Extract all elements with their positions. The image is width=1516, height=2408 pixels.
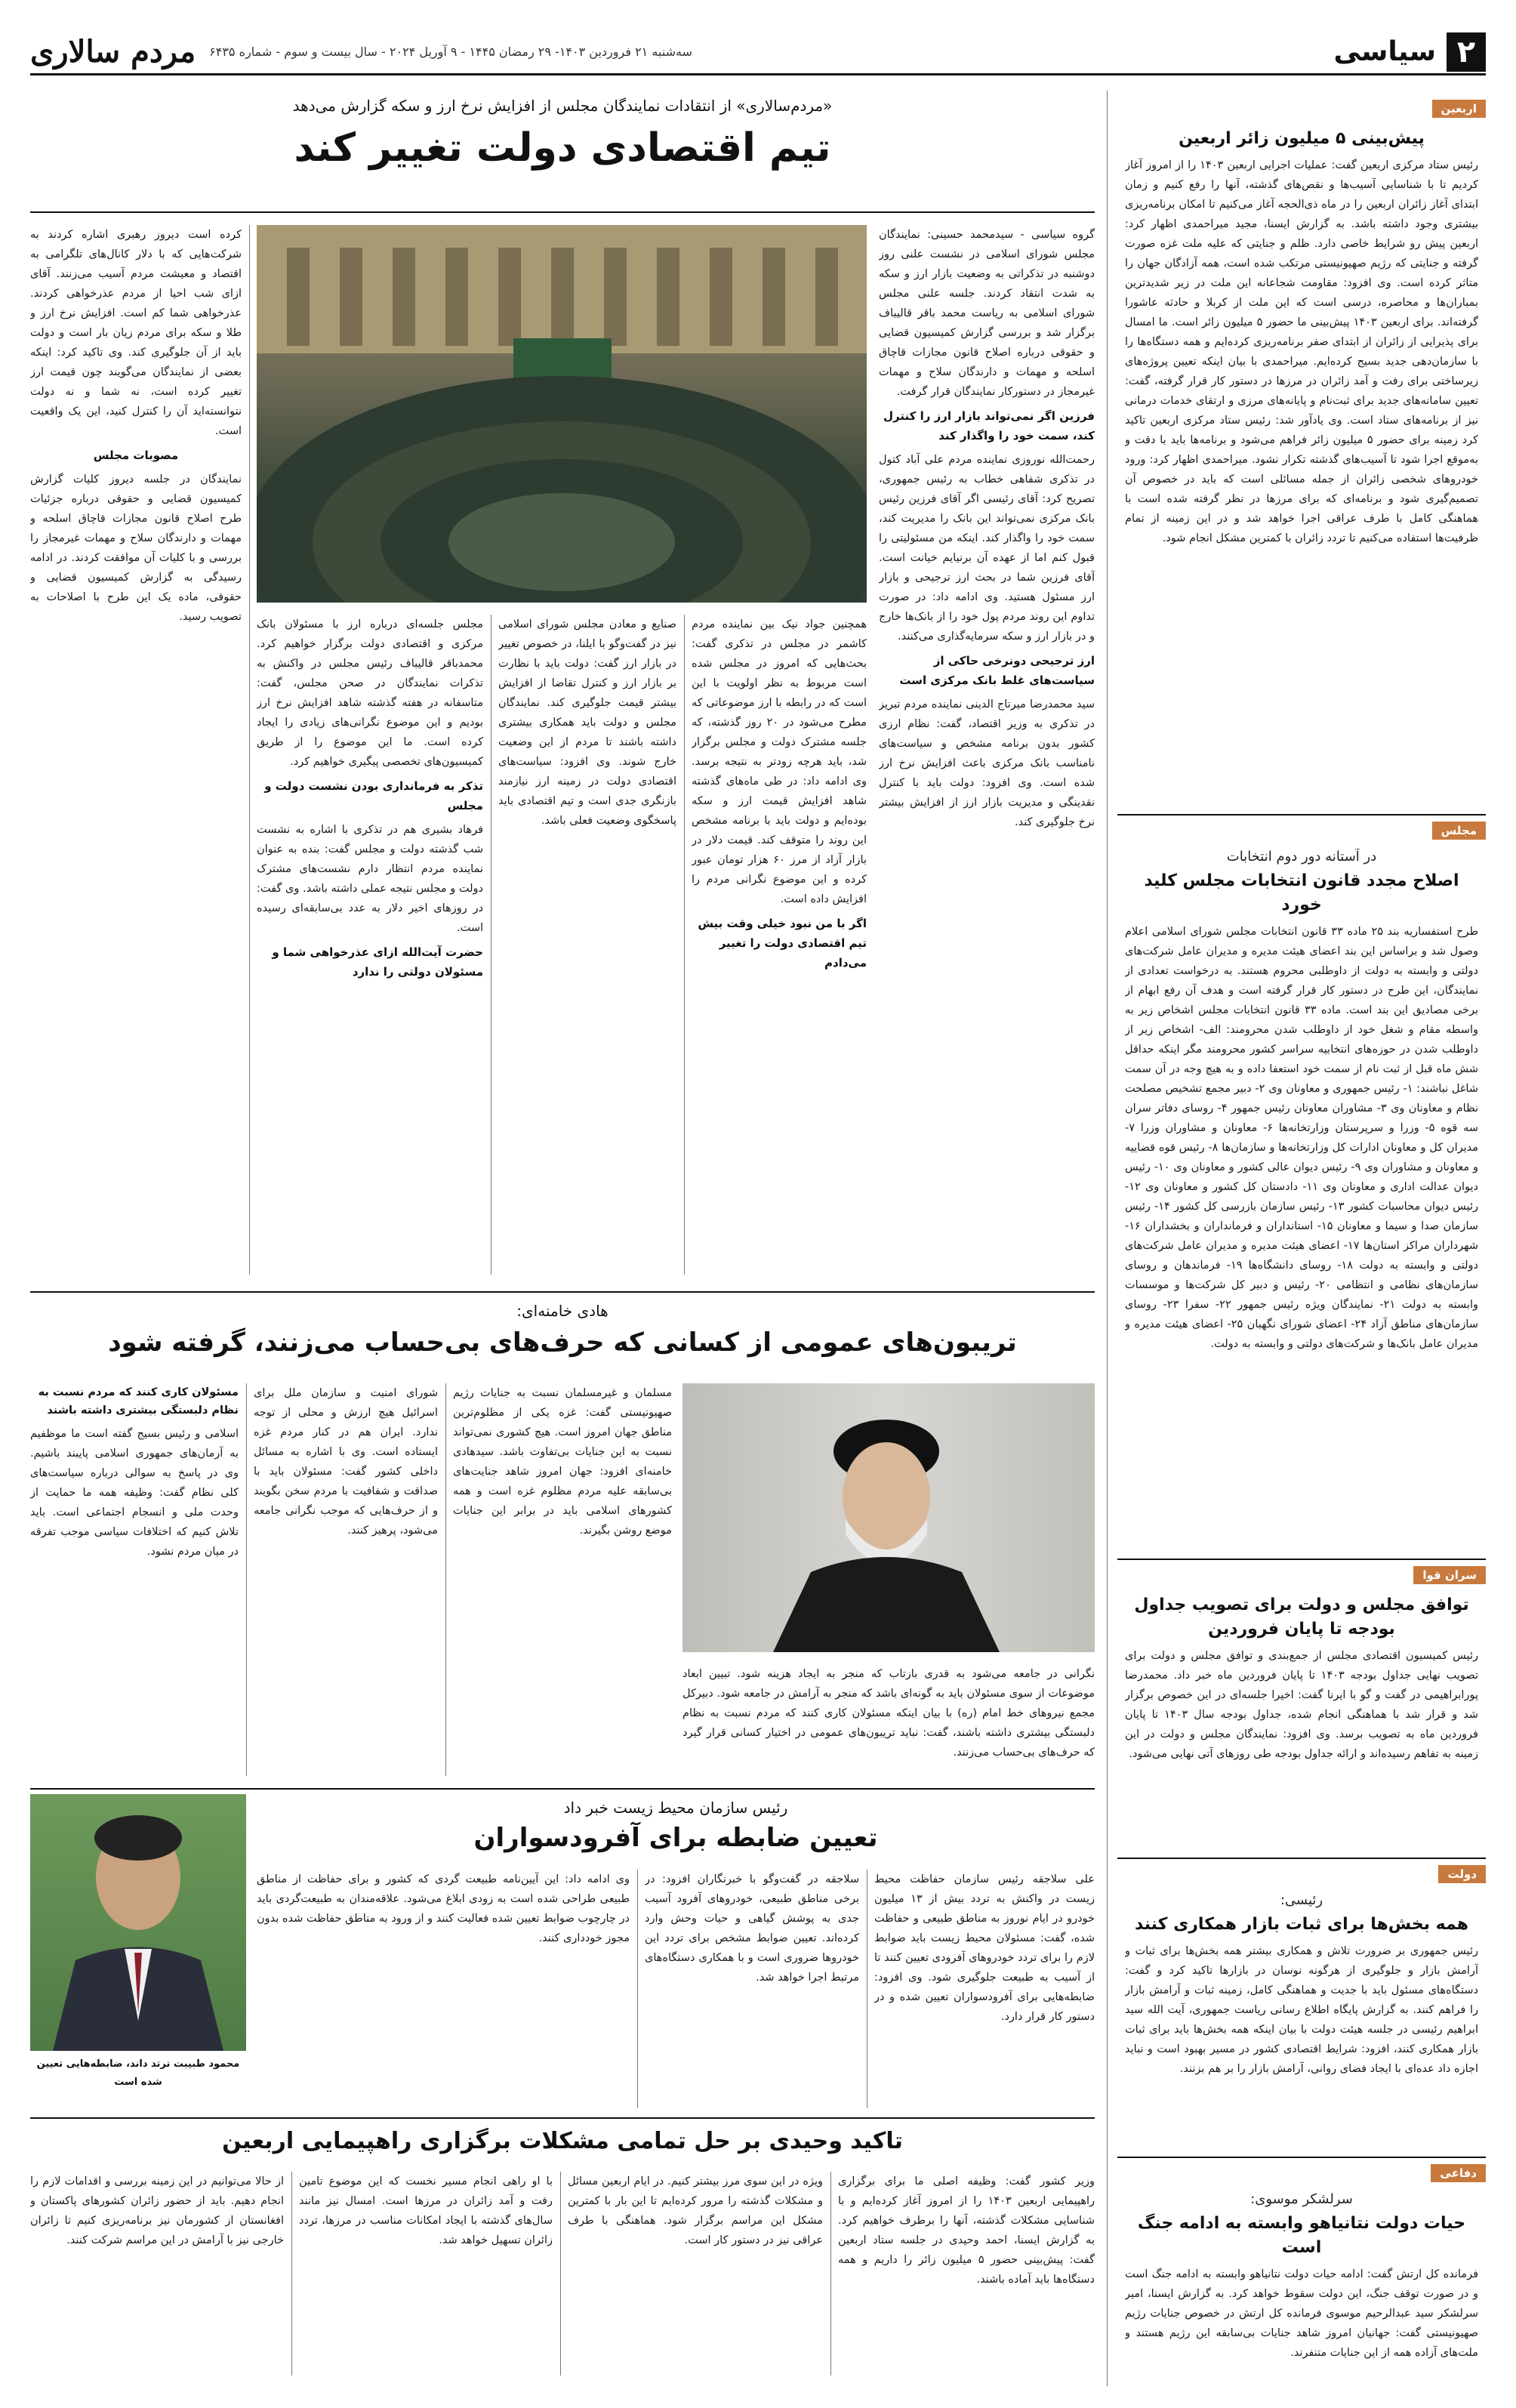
arbaeen-story <box>30 2123 1095 2380</box>
majles-kicker: در آستانه دور دوم انتخابات <box>1226 849 1377 865</box>
lead-subhead: مصوبات مجلس <box>93 449 179 462</box>
arbaeen-body: رئیس ستاد مرکزی اربعین گفت: عملیات اجرایی اربعین ۱۴۰۳ را از امروز آغاز کردیم تا با شناسایی آسیب‌ها و نقص‌های گذشته، آنها را رفع کنیم و زمان ابتدای آغاز زائران اربعین را در ماه ذی‌الحجه آغاز می‌کنیم تا امکان برنامه‌ریزی بیشتری وجود داشته باشد. به گزارش ایسنا، مجید میراحمدی اظهار کرد: اربعین پیش رو شرایط خاصی دارد. ظلم و جنایتی که علیه ملت غزه صورت گرفته و جنایتی که رژیم صهیونیستی مرتکب شده است، همه آزادگان جهان را متاثر کرده است. وی افزود: مقاومت شجاعانه این ملت در زیر شدیدترین بمباران‌ها و محاصره، درسی است که این ملت از کربلا و حادثه عاشورا گرفته‌اند. برای اربعین ۱۴۰۳ پیش‌بینی ما حضور ۵ میلیون زائر است. ما امسال برای پذیرایی از زائران از ابتدای صفر برنامه‌ریزی کرده‌ایم و همه دستگاه‌ها را با سازمان‌دهی جدید بسیج کرده‌ایم. میراحمدی با بیان اینکه تعیین پروژه‌های زیرساختی برای رفت و آمد زائران در مرزها در دستور کار قرار گرفته، گفت: تعیین سامانه‌های جدید برای ثبت‌نام و پایانه‌های مرزی و ارتقای خدمات درمانی نیز از برنامه‌های ستاد است. وی یادآور شد: رئیس ستاد مرکزی اربعین تاکید کرد زمینه برای حضور ۵ میلیون زائر فراهم می‌شود و برنامه‌ها باید با دقت و به‌موقع اجرا شود تا آسیب‌های گذشته تکرار نشود. میراحمدی اظهار کرد: ورود خودروهای شخصی زائران از جمله مسائلی است که باید در خصوص آن تصمیم‌گیری شود و برنامه‌ای که برای مرزها در نظر گرفته شده است با هماهنگی کامل با طرف عراقی اجرا خواهد شد و در این زمینه از تمام ظرفیت‌ها استفاده می‌کنیم تا تردد زائران با کمترین مشکل انجام شود. <box>1125 159 1478 544</box>
parliament-photo <box>257 225 867 603</box>
arbaeen-col4: از حالا می‌توانیم در این زمینه بررسی و اقدامات لازم را انجام دهیم. باید از حضور زائران کشورهای پاکستان و افغانستان از کشورمان نیز برنامه‌ریزی کنیم تا زائران خارجی نیز با آرامش در این مراسم شرکت کنند. <box>30 2175 284 2246</box>
parliament-chamber-image <box>257 225 867 603</box>
dolat-body: رئیس جمهوری بر ضرورت تلاش و همکاری بیشتر همه بخش‌ها برای ثبات و آرامش بازار و جلوگیری از هرگونه نوسان در بازارها تاکید کرد و گفت: دستگاه‌های مسئول باید با جدیت و هماهنگی کامل، زمینه ثبات و آرامش بازار را فراهم کنند. به گزارش پایگاه اطلاع رسانی ریاست جمهوری، آیت الله سید ابراهیم رئیسی در جلسه هیئت دولت با بیان اینکه همه بخش‌ها باید برای ثبات بازار همکاری کنند، افزود: شرایط اقتصادی کشور در مسیر بهبود است و نباید اجازه داد عده‌ای با ایجاد فضای روانی، آرامش بازار را بر هم بزنند. <box>1125 1944 1478 2075</box>
arbaeen-col1: وزیر کشور گفت: وظیفه اصلی ما برای برگزاری راهپیمایی اربعین ۱۴۰۳ را از امروز آغاز کرده‌ایم و با شناسایی مشکلات گذشته، آنها را برطرف خواهیم کرد. به گزارش ایسنا، احمد وحیدی در جلسه ستاد اربعین گفت: پیش‌بینی حضور ۵ میلیون زائر را داریم و همه دستگاه‌ها باید آماده باشند. <box>838 2175 1095 2286</box>
sidebar-tag: اربعین <box>1432 100 1487 118</box>
cleric-portrait-image <box>683 1383 1095 1652</box>
lead-col1: گروه سیاسی - سیدمحمد حسینی: نمایندگان مجلس شورای اسلامی در نشست علنی روز دوشنبه در تذکراتی به وضعیت بازار ارز و سکه به شدت انتقاد کردند. جلسه علنی مجلس شورای اسلامی به ریاست محمد باقر قالیباف برگزار شد و بررسی گزارش کمیسیون قضایی و حقوقی درباره اصلاح قانون مجازات قاچاق اسلحه و مهمات و دارندگان سلاح و مهمات غیرمجاز در دستورکار نمایندگان قرار گرفت. <box>879 229 1095 398</box>
environment-col3: وی ادامه داد: این آیین‌نامه طبیعت گردی که کشور و برای حفاظت از مناطق طبیعی طراحی شده است به زودی ابلاغ می‌شود. علاقه‌مندان به طبیعت‌گردی باید در چارچوب ضوابط تعیین شده فعالیت کنند و از ورود به مناطق حفاظت شده بدون مجوز خودداری کنند. <box>257 1873 630 1944</box>
lead-col1c: سید محمدرضا میرتاج الدینی نماینده مردم تبریز در تذکری به وزیر اقتصاد، گفت: نظام ارزی کشور بدون برنامه مشخص و سیاست‌های نامناسب بانک مرکزی باعث افزایش نرخ ارز شده است. وی افزود: دولت باید با کنترل نقدینگی و مدیریت بازار ارز از افزایش بیشتر نرخ جلوگیری کند. <box>879 698 1095 828</box>
paper-name: مردم سالاری <box>30 34 196 69</box>
sidebar-tag: سران قوا <box>1413 1566 1486 1584</box>
official-photo <box>30 1794 246 2051</box>
budget-news <box>1125 1593 1478 1850</box>
lead-kicker: «مردم‌سالاری» از انتقادات نمایندگان مجلس از افزایش نرخ ارز و سکه گزارش می‌دهد <box>292 97 833 115</box>
environment-col1: علی سلاجقه رئیس سازمان حفاظت محیط زیست در واکنش به تردد بیش از ۱۳ میلیون خودرو در ایام نوروز به مناطق طبیعی و حفاظت شده، گفت: مسئولان محیط زیست باید ضوابط لازم را برای تردد خودروهای آفرودی تعیین کنند تا از آسیب به طبیعت جلوگیری شود. وی افزود: ضابطه‌هایی برای آفرودسواران تعیین شده و در دستور کار قرار دارد. <box>874 1873 1095 2023</box>
environment-story <box>30 1794 1095 2111</box>
khamenei-col1: نگرانی در جامعه می‌شود به قدری بازتاب که منجر به ایجاد هزینه شود. تبیین ابعاد موضوعات از سوی مسئولان باید به گونه‌ای باشد که منجر به آرامش در جامعه شود. دبیرکل مجمع نیروهای خط امام (ره) با بیان اینکه مسئولان کاری کنند که مردم نسبت به نظام دلبستگی بیشتری داشته باشند، گفت: نباید تریبون‌های عمومی در اختیار کسانی قرار گیرد که حرف‌های بی‌حساب می‌زنند. <box>683 1668 1095 1759</box>
arbaeen-headline: تاکید وحیدی بر حل تمامی مشکلات برگزاری راهپیمایی اربعین <box>222 2128 903 2154</box>
masthead <box>30 30 1486 76</box>
arbaeen-col3: با او راهی انجام مسیر نخست که این موضوع تامین رفت و آمد زائران در مرزها است. امسال نیز مانند سال‌های گذشته با ایجاد امکانات مناسب در مرزها، تردد زائران تسهیل خواهد شد. <box>299 2175 553 2246</box>
dolat-kicker: رئیسی: <box>1280 1892 1323 1908</box>
defa-body: فرمانده کل ارتش گفت: ادامه حیات دولت نتانیاهو وابسته به ادامه جنگ است و در صورت توقف جنگ، این دولت سقوط خواهد کرد. به گزارش ایسنا، امیر سرلشکر سید عبدالرحیم موسوی فرمانده کل ارتش در خصوص جنایات رژیم صهیونیستی گفت: جهانیان امروز شاهد جنایات بی‌سابقه این رژیم هستند و ملت‌های آزاده همه از این جنایات متنفرند. <box>1125 2268 1478 2359</box>
environment-kicker: رئیس سازمان محیط زیست خبر داد <box>563 1799 788 1817</box>
section-header <box>1334 32 1486 72</box>
defa-kicker: سرلشکر موسوی: <box>1250 2191 1353 2207</box>
khamenei-kicker: هادی خامنه‌ای: <box>516 1302 609 1320</box>
paper-id <box>30 34 692 69</box>
khamenei-headline: تریبون‌های عمومی از کسانی که حرف‌های بی‌حساب می‌زنند، گرفته شود <box>108 1327 1017 1358</box>
cleric-photo <box>683 1383 1095 1652</box>
lead-col4: مجلس جلسه‌ای درباره ارز با مسئولان بانک مرکزی و اقتصادی دولت برگزار خواهیم کرد. محمدباقر قالیباف رئیس مجلس در واکنش به تذکرات نمایندگان در صحن مجلس، گفت: متاسفانه در هفته گذشته شاهد افزایش نرخ ارز بودیم و این موضوع نگرانی‌های زیادی را ایجاد کرده است. ما این موضوع را از طریق کمیسیون‌های تخصصی پیگیری خواهیم کرد. <box>257 618 483 768</box>
lead-story <box>30 91 1095 1284</box>
environment-col2: سلاجقه در گفت‌وگو با خبرنگاران افزود: در برخی مناطق طبیعی، خودروهای آفرود آسیب جدی به پوشش گیاهی و حیات وحش وارد کرده‌اند. تعیین ضوابط مشخص برای تردد این خودروها ضروری است و با همکاری دستگاه‌های مرتبط اجرا خواهد شد. <box>645 1873 859 1984</box>
khamenei-col4: اسلامی و رئیس بسیج گفته است ما موظفیم به آرمان‌های جمهوری اسلامی پایبند باشیم. وی در پاسخ به سوالی درباره سیاست‌های کلی نظام گفت: وظیفه همه ما حمایت از وحدت ملی و انسجام اجتماعی است. باید تلاش کنیم که اختلافات سیاسی موجب تفرقه در میان مردم نشود. <box>30 1428 239 1558</box>
khamenei-col2: مسلمان و غیرمسلمان نسبت به جنایات رژیم صهیونیستی گفت: غزه یکی از مظلوم‌ترین مناطق جهان امروز است. هیچ کشوری نمی‌تواند نسبت به این جنایات بی‌تفاوت باشد. سیدهادی خامنه‌ای افزود: جهان امروز شاهد جنایت‌های بی‌سابقه علیه مردم مظلوم غزه است و همه کشورهای اسلامی باید در برابر این جنایات موضع روشن بگیرند. <box>453 1387 672 1537</box>
issue-info: سه‌شنبه ۲۱ فروردین ۱۴۰۳- ۲۹ رمضان ۱۴۴۵ - ۹ آوریل ۲۰۲۴ - سال بیست و سوم - شماره ۶۴۳۵ <box>209 45 692 59</box>
lead-subhead: اگر با من نبود خیلی وقت بیش تیم اقتصادی دولت را تغییر می‌دادم <box>698 917 867 970</box>
arbaeen-news <box>1125 127 1478 806</box>
lead-subhead: ارز ترجیحی دونرخی حاکی از سیاست‌های غلط بانک مرکزی است <box>899 654 1095 687</box>
lead-col3: صنایع و معادن مجلس شورای اسلامی نیز در گفت‌وگو با ایلنا، در خصوص تغییر در بازار ارز گفت: دولت باید با نظارت بر بازار ارز و کنترل تقاضا از افزایش بیشتر قیمت جلوگیری کند. نمایندگان مجلس و دولت باید همکاری بیشتری داشته باشند تا مردم از این وضعیت خارج شوند. وی افزود: سیاست‌های اقتصادی دولت در زمینه ارز نیازمند بازنگری جدی است و تیم اقتصادی باید پاسخگوی وضعیت فعلی باشد. <box>498 618 676 827</box>
official-photo-caption: محمود طبیبت ترتد داند، ضابطه‌هایی تعیین شده است <box>36 2058 240 2088</box>
lead-col5b: نمایندگان در جلسه دیروز کلیات گزارش کمیسیون قضایی و حقوقی درباره جزئیات طرح اصلاح قانون مجازات قاچاق اسلحه و مهمات و دارندگان سلاح و مهمات غیرمجاز را بررسی و با کلیات آن موافقت کردند. در ادامه رسیدگی به گزارش کمیسیون قضایی و حقوقی، ماده یک این طرح با اصلاحات به تصویب رسید. <box>30 473 242 623</box>
majles-news <box>1125 849 1478 1551</box>
official-portrait-image <box>30 1794 246 2051</box>
lead-subhead: حضرت آیت‌الله ازای عذرخواهی شما و مسئولان دولتی را ندارد <box>272 945 483 979</box>
lead-col1b: رحمت‌الله نوروزی نماینده مردم علی آباد کتول در تذکری شفاهی خطاب به رئیس جمهوری، تصریح کرد: آقای رئیسی اگر آقای فرزین رئیس بانک مرکزی نمی‌تواند این بانک را مدیریت کند، سمت خود را واگذار کند. اینکه من مسئولیتی را قبول کنم اما از عهده آن برنیایم خیانت است. آقای فرزین شما در بحث ارز ترجیحی و بازار ارز مسئول هستید. وی ادامه داد: در صورت تداوم این روند مردم پول خود را از بانک‌ها خارج و در بازار ارز و سکه سرمایه‌گذاری می‌کنند. <box>879 454 1095 643</box>
sidebar <box>1117 91 1486 2386</box>
lead-col4b: فرهاد بشیری هم در تذکری با اشاره به نشست شب گذشته دولت و مجلس گفت: بنده به عنوان نماینده مردم انتظار دارم نشست‌های مشترک دولت و مجلس نتیجه عملی داشته باشد. وی گفت: در روزهای اخیر دلار به عدد بی‌سابقه‌ای رسیده است. <box>257 824 483 934</box>
sidebar-tag: مجلس <box>1432 822 1486 840</box>
defa-headline: حیات دولت نتانیاهو وابسته به ادامه جنگ است <box>1137 2214 1466 2257</box>
majles-body: طرح استفساریه بند ۲۵ ماده ۳۳ قانون انتخابات مجلس شورای اسلامی اعلام وصول شد و براساس این بند اعضای هیئت مدیره و مدیران عامل شرکت‌های دولتی و وابسته به دولت از داوطلبی محروم هستند. به درخواست تعدادی از نمایندگان، این طرح در دستور کار قرار گرفته است و هدف آن رفع ابهام از برخی مصادیق این بند است. ماده ۳۳ قانون انتخابات مجلس اشخاص زیر به واسطه مقام و شغل خود از داوطلب شدن محرومند: الف- اشخاص زیر از داوطلب شدن در حوزه‌های انتخابیه سراسر کشور محرومند مگر اینکه حداقل شش ماه قبل از ثبت نام از سمت خود استعفا داده و به هیچ وجه در آن سمت شاغل نباشند: ۱- رئیس جمهوری و معاونان وی ۲- دبیر مجمع تشخیص مصلحت نظام و معاونان وی ۳- مشاوران معاونان رئیس جمهور ۴- روسای دفاتر سران سه قوه ۵- وزرا و سرپرستان وزارتخانه‌ها ۶- معاونان و مشاوران وزرا ۷- مدیران کل و معاونان ادارات کل وزارتخانه‌ها و سازمان‌ها ۸- رئیس قوه قضاییه و معاونان و مشاوران وی ۹- رئیس دیوان عالی کشور و معاونان وی ۱۰- رئیس دیوان عدالت اداری و معاونان وی ۱۱- دادستان کل کشور و معاونان وی ۱۲- رئیس دیوان محاسبات کشور ۱۳- رئیس سازمان بازرسی کل کشور ۱۴- رئیس سازمان صدا و سیما و معاونان ۱۵- استانداران و فرمانداران و بخشداران ۱۶- شهرداران مراکز استان‌ها ۱۷- اعضای هیئت مدیره و مدیران عامل شرکت‌های دولتی و وابسته به دولت ۱۸- روسای دانشگاه‌ها ۱۹- فرماندهان و روسای سازمان‌های نظامی و انتظامی ۲۰- رئیس و دبیر کل شرکت‌ها و موسسات وابسته به دولت ۲۱- نمایندگان ویژه رئیس جمهور ۲۲- سفرا ۲۳- روسای سازمان‌های مناطق آزاد ۲۴- اعضای شورای نگهبان ۲۵- اعضای هیئت مدیره و مدیران عامل بانک‌ها و شرکت‌های دولتی و وابسته به دولت. <box>1125 925 1478 1350</box>
sidebar-tag: دولت <box>1438 1865 1486 1883</box>
sidebar-tag: دفاعی <box>1431 2164 1486 2182</box>
lead-subhead: فرزین اگر نمی‌تواند بازار ارز را کنترل کند، سمت خود را واگذار کند <box>883 409 1095 442</box>
arbaeen-headline: پیش‌بینی ۵ میلیون زائر اربعین <box>1179 129 1425 148</box>
section-title: سیاسی <box>1333 36 1436 67</box>
lead-headline: تیم اقتصادی دولت تغییر کند <box>294 125 831 171</box>
lead-subhead: تذکر به فرمانداری بودن نشست دولت و مجلس <box>264 779 483 812</box>
budget-headline: توافق مجلس و دولت برای تصویب جداول بودجه تا پایان فروردین <box>1134 1596 1469 1639</box>
environment-headline: تعیین ضابطه برای آفرودسواران <box>473 1823 878 1853</box>
khamenei-col3: شورای امنیت و سازمان ملل برای اسرائیل هیچ ارزش و محلی از توجه ندارد. ایران هم در کنار مردم غزه ایستاده است. وی با اشاره به مسائل داخلی کشور گفت: مسئولان باید با صداقت و شفافیت با مردم سخن بگویند و از حرف‌هایی که موجب نگرانی جامعه می‌شود، پرهیز کنند. <box>254 1387 438 1537</box>
budget-body: رئیس کمیسیون اقتصادی مجلس از جمع‌بندی و توافق مجلس و دولت برای تصویب نهایی جداول بودجه ۱۴۰۳ تا پایان فروردین ماه خبر داد. محمدرضا پورابراهیمی در گفت و گو با ایرنا گفت: اخیرا جلسه‌ای در این خصوص برگزار شد و قرار شد با هماهنگی انجام شده، جداول بودجه سال ۱۴۰۳ تا پایان فروردین ماه به تصویب برسد. وی افزود: نمایندگان مجلس و دولت در این زمینه به تفاهم رسیده‌اند و ارائه جداول بودجه طی روزهای آتی نهایی می‌شود. <box>1125 1649 1478 1760</box>
arbaeen-col2: ویژه در این سوی مرز بیشتر کنیم. در ایام اربعین مسائل و مشکلات گذشته را مرور کرده‌ایم تا این بار با کمترین مشکل این مراسم برگزار شود. هماهنگی با طرف عراقی نیز در دستور کار است. <box>568 2175 823 2246</box>
page-number: ۲ <box>1447 32 1486 72</box>
khamenei-story <box>30 1297 1095 1781</box>
lead-col2: همچنین جواد نیک بین نماینده مردم کاشمر در مجلس در تذکری گفت: بحث‌هایی که امروز در مجلس شده است مربوط به نظر اولویت با این است که در رابطه با ارز موضوعاتی که مطرح می‌شود در ۲۰ روز گذشته، که جلسه مشترک دولت و مجلس برگزار شد، باید هرچه زودتر به نتیجه برسد. وی ادامه داد: در طی ماه‌های گذشته شاهد افزایش قیمت ارز و سکه بوده‌ایم و دولت باید با برنامه مشخص این روند را متوقف کند. قیمت دلار در بازار آزاد از مرز ۶۰ هزار تومان عبور کرده و این موضوع نگرانی مردم را افزایش داده است. <box>692 618 867 905</box>
majles-headline: اصلاح مجدد قانون انتخابات مجلس کلید خورد <box>1144 871 1459 914</box>
dolat-headline: همه بخش‌ها برای ثبات بازار همکاری کنند <box>1134 1915 1469 1934</box>
lead-col5: کرده است دیروز رهبری اشاره کردند به شرکت‌هایی که با دلار کانال‌های تلگرامی به اقتصاد و معیشت مردم آسیب می‌زنند. آقای ازای شب احیا از مردم عذرخواهی کردند. عذرخواهی شما کم است. افزایش نرخ ارز و طلا و سکه برای مردم زیان بار است و دولت باید از آن جلوگیری کند. وی تاکید کرد: اینکه بعضی از نمایندگان می‌گویند چون قیمت ارز تغییر کرده است، نه شما و نه دولت نتوانسته‌اید آن را کنترل کنید، این یک واقعیت است. <box>30 229 242 437</box>
khamenei-pullquote: مسئولان کاری کنند که مردم نسبت به نظام دلبستگی بیشتری داشته باشند <box>38 1386 239 1417</box>
dolat-news <box>1125 1892 1478 2149</box>
defa-news <box>1125 2191 1478 2380</box>
